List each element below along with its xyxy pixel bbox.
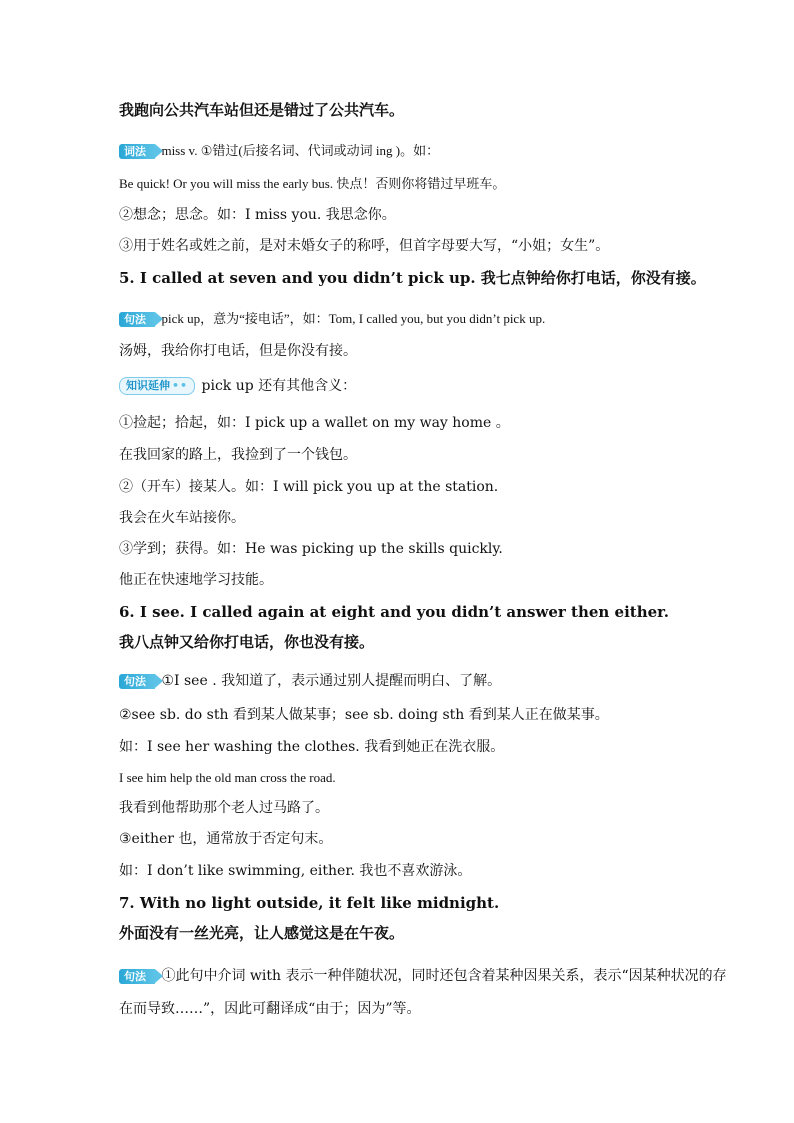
translation-line: 我看到他帮助那个老人过马路了。	[119, 800, 329, 816]
grammar-badge: 句法	[119, 674, 155, 689]
extension-note: 知识延伸 •• pick up 还有其他含义：	[119, 376, 734, 396]
meaning-item: ①捡起；拾起，如：I pick up a wallet on my way home 。	[119, 415, 510, 431]
meaning-item: ③either 也，通常放于否定句末。	[119, 831, 333, 847]
grammar-badge: 句法	[119, 969, 155, 984]
sentence-translation: 外面没有一丝光亮，让人感觉这是在午夜。	[119, 924, 405, 942]
meaning-item: ②see sb. do sth 看到某人做某事；see sb. doing sth 看到某人正在做某事。	[119, 707, 609, 723]
meaning-item: ②想念；思念。如：I miss you. 我思念你。	[119, 207, 396, 223]
example-sentence: Be quick! Or you will miss the early bus. 快点！否则你将错过早班车。	[119, 176, 506, 191]
meaning-item: ③用于姓名或姓之前，是对未婚女子的称呼，但首字母要大写，“小姐；女生”。	[119, 238, 610, 254]
grammar-note-i-see: 句法 ①I see . 我知道了，表示通过别人提醒而明白、了解。	[119, 671, 734, 691]
sentence-heading-6: 6. I see. I called again at eight and you didn’t answer then either.	[119, 603, 669, 621]
grammar-note-pick-up: 句法 pick up，意为“接电话”，如：Tom, I called you, but you didn’t pick up.	[119, 309, 734, 329]
vocab-badge: 词法	[119, 144, 155, 159]
extension-badge: 知识延伸 ••	[119, 377, 195, 395]
example-sentence: I see him help the old man cross the road.	[119, 770, 336, 785]
grammar-badge: 句法	[119, 312, 155, 327]
meaning-item: ③学到；获得。如：He was picking up the skills quickly.	[119, 541, 503, 557]
sentence-heading-7: 7. With no light outside, it felt like midnight.	[119, 894, 500, 912]
dots-icon: ••	[172, 379, 189, 392]
sentence-translation: 我跑向公共汽车站但还是错过了公共汽车。	[119, 101, 405, 119]
meaning-item: ②（开车）接某人。如：I will pick you up at the station.	[119, 479, 499, 495]
example-sentence: 如：I don’t like swimming, either. 我也不喜欢游泳。	[119, 863, 472, 879]
translation-line: 他正在快速地学习技能。	[119, 572, 273, 588]
translation-line: 在我回家的路上，我捡到了一个钱包。	[119, 447, 357, 463]
translation-line: 我会在火车站接你。	[119, 510, 245, 526]
grammar-note-with: 句法 ①此句中介词 with 表示一种伴随状况，同时还包含着某种因果关系，表示“因某种状况的存在而导致……”，因此可翻译成“由于；因为”等。	[119, 968, 727, 1017]
sentence-heading-5: 5. I called at seven and you didn’t pick up. 我七点钟给你打电话，你没有接。	[119, 269, 706, 287]
sentence-translation: 我八点钟又给你打电话，你也没有接。	[119, 633, 375, 651]
vocab-note-miss: 词法 miss v. ①错过(后接名词、代词或动词 ing )。如：	[119, 141, 734, 161]
translation-line: 汤姆，我给你打电话，但是你没有接。	[119, 343, 357, 359]
example-sentence: 如：I see her washing the clothes. 我看到她正在洗衣服。	[119, 739, 505, 755]
